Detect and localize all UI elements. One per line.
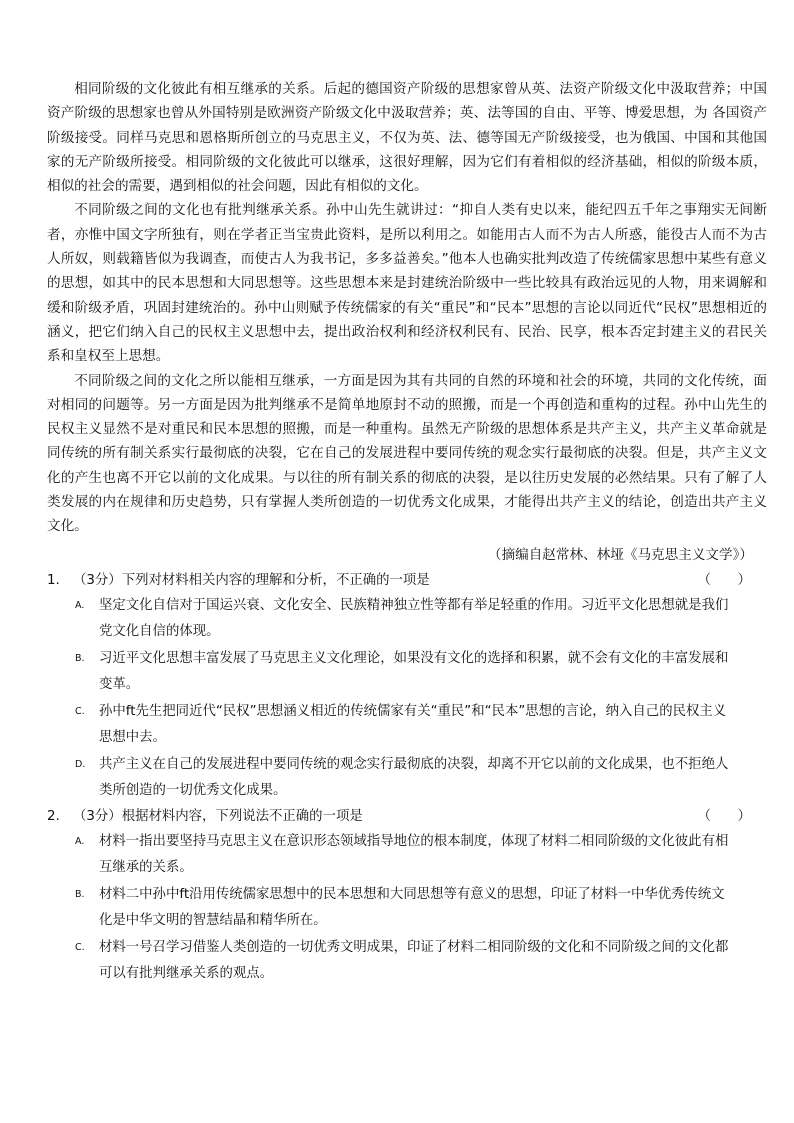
question-1	[47, 569, 767, 805]
answer-blank: （ ）	[697, 572, 751, 588]
question-number: 2.	[47, 808, 60, 824]
option-text: 坚定文化自信对于国运兴衰、文化安全、民族精神独立性等都有举足轻重的作用。习近平文化思想就是我们党文化自信的体现。	[99, 597, 729, 640]
option-c	[47, 699, 767, 752]
source-citation: （摘编自赵常林、林垭《马克思主义文学》）	[487, 546, 753, 563]
option-letter: C.	[75, 705, 85, 717]
option-b	[47, 646, 767, 699]
option-d	[47, 752, 767, 805]
paragraph-2: 不同阶级之间的文化也有批判继承关系。孙中山先生就讲过：“抑自人类有史以来，能纪四五千年之事翔实无间断者，亦惟中国文字所独有，则在学者正当宝贵此资料，是所以利用之。如能用古人而不为古人所惑，能役古人而不为古人所奴，则载籍皆似为我调查，而使古人为我书记，多多益善矣。”他本人也确实批判改造了传统儒家思想中某些有意义的思想，如其中的民本思想和大同思想等。这些思想本来是封建统治阶级中一些比较具有政治远见的人物，用来调解和缓和阶级矛盾，巩固封建统治的。孙中山则赋予传统儒家的有关“重民”和“民本”思想的言论以同近代“民权”思想相近的涵义，把它们纳入自己的民权主义思想中去，提出政治权利和经济权利民有、民治、民享，根本否定封建主义的君民关系和皇权至上思想。	[47, 202, 767, 365]
paragraph-3: 不同阶级之间的文化之所以能相互继承，一方面是因为其有共同的自然的环境和社会的环境，共同的文化传统，面对相同的问题等。另一方面是因为批判继承不是简单地原封不动的照搬，而是一个再创造和重构的过程。孙中山先生的民权主义显然不是对重民和民本思想的照搬，而是一种重构。虽然无产阶级的思想体系是共产主义，共产主义革命就是同传统的所有制关系实行最彻底的决裂，它在自己的发展进程中要同传统的观念实行最彻底的决裂。但是，共产主义文化的产生也离不开它以前的文化成果。与以往的所有制关系的彻底的决裂，是以往历史发展的必然结果。只有了解了人类发展的内在规律和历史趋势，只有掌握人类所创造的一切优秀文化成果，才能得出共产主义的结论，创造出共产主义文化。	[47, 372, 767, 535]
question-text: （3分）根据材料内容，下列说法不正确的一项是	[73, 808, 363, 824]
option-text: 材料二中孙中ft沿用传统儒家思想中的民本思想和大同思想等有意义的思想，印证了材料一中华优秀传统文化是中华文明的智慧结晶和精华所在。	[99, 886, 725, 929]
question-stem	[47, 805, 767, 829]
questions	[47, 569, 767, 988]
option-text: 共产主义在自己的发展进程中要同传统的观念实行最彻底的决裂，却离不开它以前的文化成果，也不拒绝人类所创造的一切优秀文化成果。	[99, 756, 729, 799]
question-2	[47, 805, 767, 988]
option-a	[47, 593, 767, 646]
option-a	[47, 829, 767, 882]
option-letter: D.	[75, 758, 86, 770]
paragraph-1: 相同阶级的文化彼此有相互继承的关系。后起的德国资产阶级的思想家曾从英、法资产阶级文化中汲取营养；中国资产阶级的思想家也曾从外国特别是欧洲资产阶级文化中汲取营养；英、法等国的自由、平等、博爱思想，为 各国资产阶级接受。同样马克思和恩格斯所创立的马克思主义，不仅为英、法、德等国无产阶级接受，也为俄国、中国和其他国家的无产阶级所接受。相同阶级的文化彼此可以继承，这很好理解，因为它们有着相似的经济基础，相似的阶级本质，相似的社会的需要，遇到相似的社会问题，因此有相似的文化。	[47, 81, 767, 195]
option-letter: C.	[75, 941, 85, 953]
option-text: 孙中ft先生把同近代“民权”思想涵义相近的传统儒家有关“重民”和“民本”思想的言论，纳入自己的民权主义思想中去。	[99, 703, 727, 746]
option-b	[47, 882, 767, 935]
option-letter: A.	[75, 835, 85, 847]
option-letter: B.	[75, 652, 85, 664]
option-c	[47, 935, 767, 988]
question-number: 1.	[47, 572, 60, 588]
option-text: 材料一指出要坚持马克思主义在意识形态领域指导地位的根本制度，体现了材料二相同阶级的文化彼此有相互继承的关系。	[99, 833, 729, 876]
question-stem	[47, 569, 767, 593]
reading-passage	[47, 77, 767, 988]
option-letter: A.	[75, 599, 85, 611]
option-letter: B.	[75, 888, 85, 900]
question-text: （3分）下列对材料相关内容的理解和分析，不正确的一项是	[73, 572, 430, 588]
option-text: 习近平文化思想丰富发展了马克思主义文化理论，如果没有文化的选择和积累，就不会有文化的丰富发展和变革。	[99, 650, 729, 693]
answer-blank: （ ）	[697, 808, 751, 824]
option-text: 材料一号召学习借鉴人类创造的一切优秀文明成果，印证了材料二相同阶级的文化和不同阶级之间的文化都可以有批判继承关系的观点。	[99, 939, 729, 982]
